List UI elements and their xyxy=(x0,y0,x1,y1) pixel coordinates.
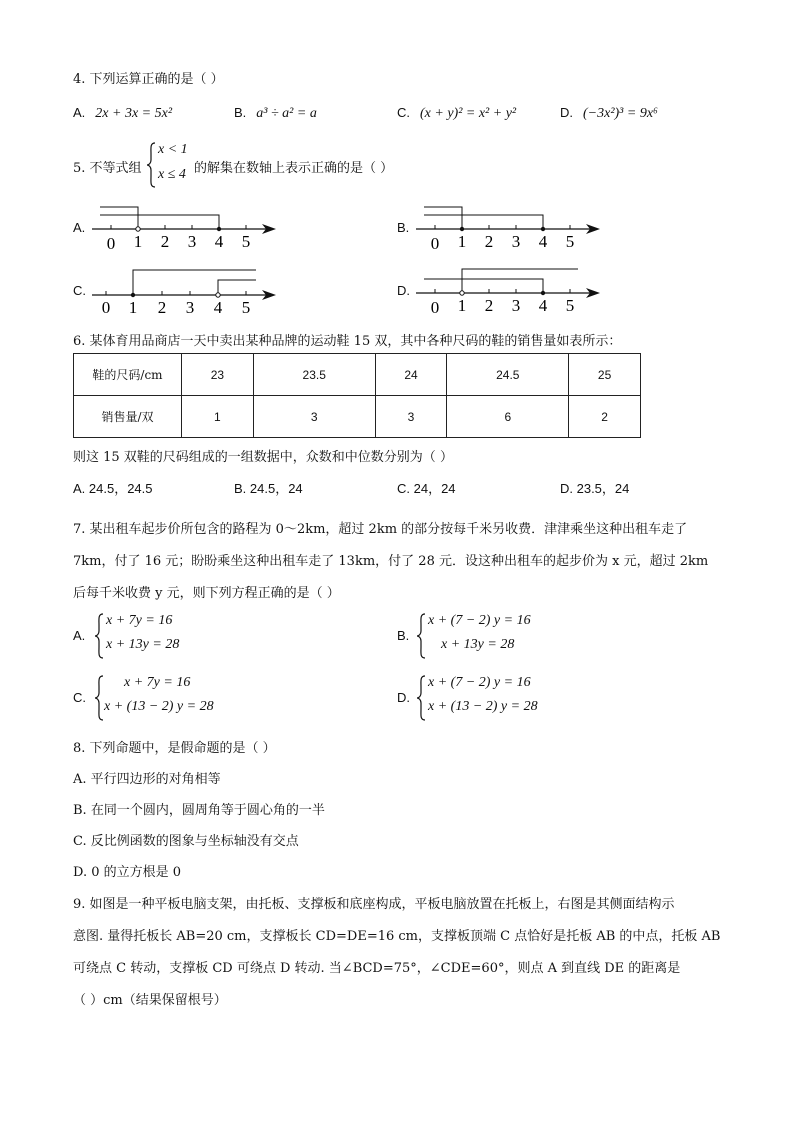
shoe-size-table xyxy=(73,353,641,438)
q7-option-d-label: D. xyxy=(397,690,410,705)
tick-label: 5 xyxy=(241,298,251,317)
q7-option-c-label: C. xyxy=(73,690,86,705)
q5-numberline-c xyxy=(92,268,277,318)
tick-label: 1 xyxy=(457,296,467,315)
table-header-cell: 销售量/双 xyxy=(74,396,182,438)
q7-brace-c xyxy=(94,675,104,721)
q8-stem: 8. 下列命题中，是假命题的是（ ） xyxy=(73,741,276,756)
q4-option-b: B. a³ ÷ a² = a xyxy=(234,105,317,121)
q5-system-eq1: x < 1 xyxy=(158,142,188,157)
tick-label: 2 xyxy=(157,298,167,317)
q6-option-c: C. 24，24 xyxy=(397,481,456,496)
q6-option-d: D. 23.5，24 xyxy=(560,481,630,496)
tick-label: 1 xyxy=(457,232,467,251)
q7-option-a-label: A. xyxy=(73,628,86,643)
q5-option-c-label: C. xyxy=(73,283,86,298)
tick-label: 4 xyxy=(214,232,224,251)
tick-label: 0 xyxy=(430,234,440,253)
q6-question: 则这 15 双鞋的尺码组成的一组数据中，众数和中位数分别为（ ） xyxy=(73,450,453,465)
q6-option-a: A. 24.5，24.5 xyxy=(73,481,153,496)
q6-option-b: B. 24.5，24 xyxy=(234,481,303,496)
q7-brace-a xyxy=(94,613,104,659)
q7-option-c-eq1: x + 7y = 16 xyxy=(124,675,191,690)
q5-numberline-b xyxy=(416,205,601,255)
table-cell: 24.5 xyxy=(447,354,569,396)
q5-system-eq2: x ≤ 4 xyxy=(158,167,186,182)
table-cell: 3 xyxy=(375,396,447,438)
q4-option-a: A. 2x + 3x = 5x² xyxy=(73,105,173,121)
q9-line2: 意图. 量得托板长 AB=20 cm，支撑板长 CD=DE=16 cm，支撑板顶端 C 点恰好是托板 AB 的中点，托板 AB xyxy=(73,929,721,944)
tick-label: 4 xyxy=(538,232,548,251)
q4-stem: 4. 下列运算正确的是（ ） xyxy=(73,72,224,87)
tick-label: 5 xyxy=(241,232,251,251)
q9-line3: 可绕点 C 转动，支撑板 CD 可绕点 D 转动. 当∠BCD=75°，∠CDE=60°，则点 A 到直线 DE 的距离是 xyxy=(73,961,681,976)
tick-label: 0 xyxy=(106,234,116,253)
tick-label: 2 xyxy=(160,232,170,251)
q7-option-a-eq2: x + 13y = 28 xyxy=(106,637,180,652)
tick-label: 2 xyxy=(484,296,494,315)
q7-option-b-eq2: x + 13y = 28 xyxy=(441,637,515,652)
table-cell: 2 xyxy=(569,396,641,438)
q5-option-d-label: D. xyxy=(397,283,410,298)
table-header-cell: 鞋的尺码/cm xyxy=(74,354,182,396)
q9-line4: （ ）cm（结果保留根号） xyxy=(73,993,227,1008)
q8-option-b: B. 在同一个圆内，圆周角等于圆心角的一半 xyxy=(73,803,325,818)
q9-line1: 9. 如图是一种平板电脑支架，由托板、支撑板和底座构成，平板电脑放置在托板上，右图是其侧面结构示 xyxy=(73,897,675,912)
table-cell: 1 xyxy=(182,396,254,438)
q5-stem-prefix: 5. 不等式组 xyxy=(73,161,142,176)
tick-label: 3 xyxy=(185,298,195,317)
q7-option-b-label: B. xyxy=(397,628,410,643)
q5-option-b-label: B. xyxy=(397,220,410,235)
tick-label: 5 xyxy=(565,296,575,315)
q5-option-a-label: A. xyxy=(73,220,86,235)
q5-numberline-d xyxy=(416,265,601,317)
q7-option-c-eq2: x + (13 − 2) y = 28 xyxy=(104,699,214,714)
tick-label: 0 xyxy=(101,298,111,317)
table-cell: 6 xyxy=(447,396,569,438)
q7-line1: 7. 某出租车起步价所包含的路程为 0～2km，超过 2km 的部分按每千米另收费．津津乘坐这种出租车走了 xyxy=(73,522,688,537)
table-cell: 3 xyxy=(253,396,375,438)
q7-brace-b xyxy=(416,613,426,659)
q4-option-d: D. (−3x²)³ = 9x⁶ xyxy=(560,105,658,121)
tick-label: 3 xyxy=(511,232,521,251)
q8-option-c: C. 反比例函数的图象与坐标轴没有交点 xyxy=(73,834,299,849)
tick-label: 2 xyxy=(484,232,494,251)
tick-label: 3 xyxy=(187,232,197,251)
q7-line2: 7km，付了 16 元；盼盼乘坐这种出租车走了 13km，付了 28 元．设这种出租车的起步价为 x 元，超过 2km xyxy=(73,554,709,569)
q5-numberline-a xyxy=(92,205,277,255)
q4-option-c: C. (x + y)² = x² + y² xyxy=(397,105,517,121)
q7-line3: 后每千米收费 y 元，则下列方程正确的是（ ） xyxy=(73,586,340,601)
table-cell: 24 xyxy=(375,354,447,396)
tick-label: 0 xyxy=(430,298,440,317)
q8-option-d: D. 0 的立方根是 0 xyxy=(73,865,182,880)
q7-option-a-eq1: x + 7y = 16 xyxy=(106,613,173,628)
table-cell: 23.5 xyxy=(253,354,375,396)
q7-option-d-eq1: x + (7 − 2) y = 16 xyxy=(428,675,531,690)
tick-label: 4 xyxy=(213,298,223,317)
q6-stem: 6. 某体育用品商店一天中卖出某种品牌的运动鞋 15 双，其中各种尺码的鞋的销售量如表所示： xyxy=(73,334,622,349)
tick-label: 5 xyxy=(565,232,575,251)
q8-option-a: A. 平行四边形的对角相等 xyxy=(73,772,221,787)
table-cell: 23 xyxy=(182,354,254,396)
table-row xyxy=(74,396,641,438)
q7-option-b-eq1: x + (7 − 2) y = 16 xyxy=(428,613,531,628)
q7-option-d-eq2: x + (13 − 2) y = 28 xyxy=(428,699,538,714)
tick-label: 3 xyxy=(511,296,521,315)
table-row xyxy=(74,354,641,396)
table-cell: 25 xyxy=(569,354,641,396)
tick-label: 4 xyxy=(538,296,548,315)
tick-label: 1 xyxy=(128,298,138,317)
tick-label: 1 xyxy=(133,232,143,251)
q7-brace-d xyxy=(416,675,426,721)
q5-stem-suffix: 的解集在数轴上表示正确的是（ ） xyxy=(194,161,394,176)
q5-brace xyxy=(146,142,156,188)
